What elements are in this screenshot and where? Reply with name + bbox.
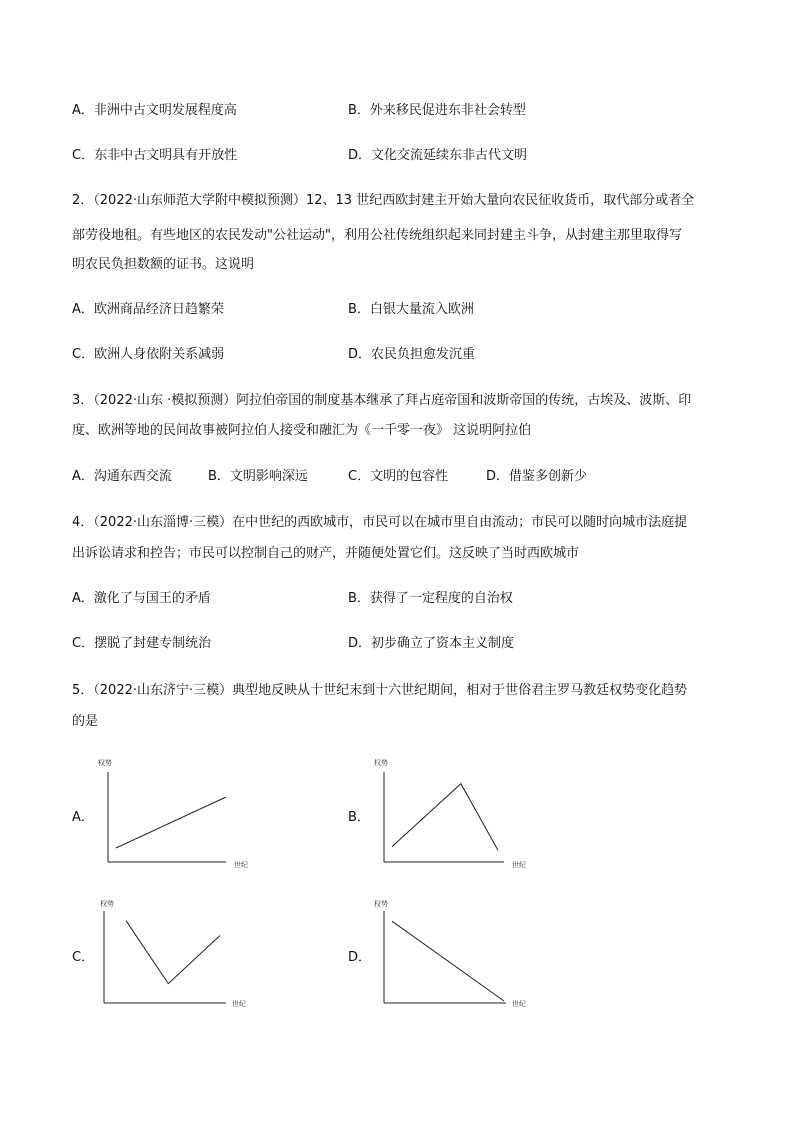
graph-b-plot: [372, 752, 522, 872]
graph-a-trend-line: [116, 797, 226, 848]
q5-graph-c[interactable]: [98, 893, 248, 1013]
q2-stem-line-1: 2．（2022·山东师范大学附中模拟预测）12、13 世纪西欧封建主开始大量向农民征收货币，取代部分或者全: [72, 193, 695, 208]
q2-option-b[interactable]: B．白银大量流入欧洲: [348, 302, 474, 317]
q3-option-b[interactable]: B．文明影响深远: [208, 469, 308, 484]
graph-c-y-label: 权势: [100, 900, 114, 908]
q3-option-a[interactable]: A．沟通东西交流: [72, 469, 172, 484]
q3-option-d[interactable]: D．借鉴多创新少: [486, 469, 588, 484]
q4-option-c[interactable]: C．摆脱了封建专制统治: [72, 636, 212, 651]
graph-c-trend-line: [126, 921, 220, 984]
q3-stem-line-1: 3．（2022·山东 ·模拟预测）阿拉伯帝国的制度基本继承了拜占庭帝国和波斯帝国的传统，古埃及、波斯、印: [72, 393, 692, 408]
q4-option-d[interactable]: D．初步确立了资本主义制度: [348, 636, 515, 651]
graph-d-y-label: 权势: [374, 900, 388, 908]
q1-option-d[interactable]: D．文化交流延续东非古代文明: [348, 148, 528, 163]
q5-stem-line-1: 5．（2022·山东济宁·三模）典型地反映从十世纪末到十六世纪期间，相对于世俗君主罗马教廷权势变化趋势: [72, 683, 688, 698]
graph-c-plot: [98, 893, 248, 1013]
q5-option-d-label[interactable]: D．: [348, 950, 372, 965]
graph-a-x-label: 世纪: [234, 861, 248, 869]
q3-option-c[interactable]: C．文明的包容性: [348, 469, 449, 484]
q2-option-a[interactable]: A．欧洲商品经济日趋繁荣: [72, 302, 224, 317]
q5-stem-line-2: 的是: [72, 714, 99, 729]
q5-graph-d[interactable]: [372, 893, 526, 1013]
q1-option-a[interactable]: A．非洲中古文明发展程度高: [72, 103, 237, 118]
q5-option-b-label[interactable]: B．: [348, 810, 370, 825]
q1-option-c[interactable]: C．东非中古文明具有开放性: [72, 148, 238, 163]
q2-stem-line-3: 明农民负担数额的证书。这说明: [72, 257, 255, 272]
graph-a-plot: [98, 752, 248, 872]
q2-option-c[interactable]: C．欧洲人身依附关系减弱: [72, 347, 225, 362]
q4-stem-line-1: 4．（2022·山东淄博·三模）在中世纪的西欧城市，市民可以在城市里自由流动；市民可以随时向城市法庭提: [72, 515, 688, 530]
q3-stem-line-2: 度、欧洲等地的民间故事被阿拉伯人接受和融汇为《一千零一夜》 这说明阿拉伯: [72, 423, 532, 438]
q2-stem-line-2: 部劳役地租。有些地区的农民发动"公社运动"，利用公社传统组织起来同封建主斗争，从封建主那里取得写: [72, 228, 682, 243]
q4-option-a[interactable]: A．激化了与国王的矛盾: [72, 591, 211, 606]
q1-option-b[interactable]: B．外来移民促进东非社会转型: [348, 103, 526, 118]
q5-option-c-label[interactable]: C．: [72, 950, 95, 965]
q2-option-d[interactable]: D．农民负担愈发沉重: [348, 347, 476, 362]
graph-d-trend-line: [392, 921, 504, 1001]
q5-graph-b[interactable]: [372, 752, 526, 872]
graph-c-x-label: 世纪: [232, 1000, 246, 1008]
q5-graph-a[interactable]: [98, 752, 248, 872]
q4-option-b[interactable]: B．获得了一定程度的自治权: [348, 591, 513, 606]
graph-b-trend-line: [392, 784, 498, 851]
graph-b-x-label: 世纪: [512, 861, 526, 869]
q5-option-a-label[interactable]: A．: [72, 810, 94, 825]
q4-stem-line-2: 出诉讼请求和控告；市民可以控制自己的财产，并随便处置它们。这反映了当时西欧城市: [72, 546, 580, 561]
graph-a-y-label: 权势: [98, 759, 112, 767]
graph-d-x-label: 世纪: [512, 1000, 526, 1008]
graph-b-y-label: 权势: [374, 759, 388, 767]
graph-d-plot: [372, 893, 522, 1013]
